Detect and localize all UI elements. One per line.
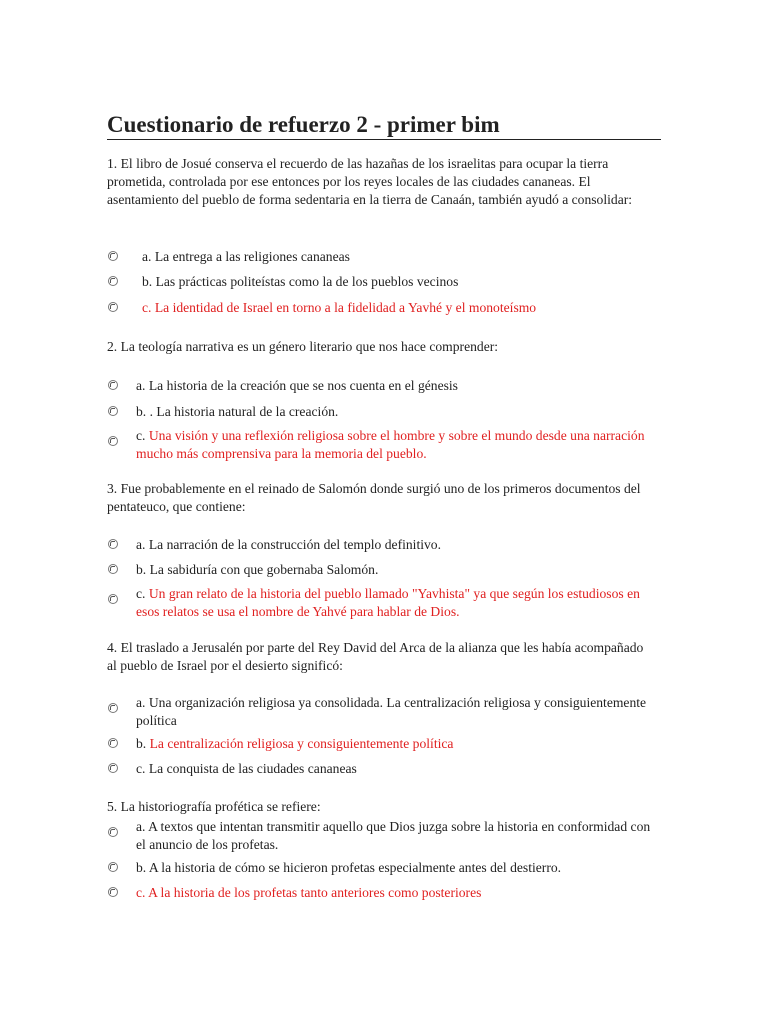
radio-button-icon[interactable] (108, 302, 118, 312)
radio-button-icon[interactable] (108, 763, 118, 773)
option-label: a. A textos que intentan transmitir aquello que Dios juzga sobre la historia en conformidad con el anuncio de los profetas. (136, 819, 651, 852)
option-label-correct: c. A la historia de los profetas tanto anteriores como posteriores (136, 885, 482, 900)
option-text: Un gran relato de la historia del pueblo llamado "Yavhista" ya que según los estudiosos en esos relatos se usa el nombre de Yahvé para hablar de Dios. (136, 586, 640, 619)
option-letter: b. (136, 736, 150, 751)
option-label: a. La entrega a las religiones cananeas (142, 249, 350, 264)
option-label: a. Una organización religiosa ya consolidada. La centralización religiosa y consiguientemente política (136, 695, 647, 728)
option-text: Una visión y una reflexión religiosa sobre el hombre y sobre el mundo desde una narración mucho más comprensiva para la memoria del pueblo. (136, 428, 645, 461)
radio-button-icon[interactable] (108, 594, 118, 604)
option-label: b. La sabiduría con que gobernaba Salomón. (136, 562, 379, 577)
option-label: c. La conquista de las ciudades cananeas (136, 761, 357, 776)
radio-button-icon[interactable] (108, 406, 118, 416)
option-label-correct (136, 427, 656, 463)
option-label-correct (136, 735, 656, 753)
option-label: b. . La historia natural de la creación. (136, 404, 339, 419)
radio-button-icon[interactable] (108, 436, 118, 446)
option-label: a. La historia de la creación que se nos cuenta en el génesis (136, 378, 458, 393)
radio-button-icon[interactable] (108, 380, 118, 390)
question-5-text: 5. La historiografía profética se refiere: (107, 799, 321, 814)
radio-button-icon[interactable] (108, 738, 118, 748)
question-3-text: 3. Fue probablemente en el reinado de Salomón donde surgió uno de los primeros documentos del pentateuco, que contiene: (107, 481, 641, 514)
option-label: b. A la historia de cómo se hicieron profetas especialmente antes del destierro. (136, 860, 562, 875)
option-letter: c. (136, 586, 149, 601)
radio-button-icon[interactable] (108, 251, 118, 261)
option-label: a. La narración de la construcción del templo definitivo. (136, 537, 441, 552)
radio-button-icon[interactable] (108, 887, 118, 897)
radio-button-icon[interactable] (108, 276, 118, 286)
radio-button-icon[interactable] (108, 827, 118, 837)
option-label-correct: c. La identidad de Israel en torno a la fidelidad a Yavhé y el monoteísmo (142, 300, 537, 315)
question-2-text: 2. La teología narrativa es un género literario que nos hace comprender: (107, 339, 499, 354)
option-label: b. Las prácticas politeístas como la de los pueblos vecinos (142, 274, 459, 289)
radio-button-icon[interactable] (108, 703, 118, 713)
radio-button-icon[interactable] (108, 564, 118, 574)
page-title: Cuestionario de refuerzo 2 - primer bim (107, 112, 661, 140)
question-1-text: 1. El libro de Josué conserva el recuerdo de las hazañas de los israelitas para ocupar la tierra prometida, controlada por ese entonces por los reyes locales de las ciudades cananeas. El asentamiento del pueblo de forma sedentaria en la tierra de Canaán, también ayudó a consolidar: (107, 156, 633, 207)
question-4-text: 4. El traslado a Jerusalén por parte del Rey David del Arca de la alianza que les había acompañado al pueblo de Israel por el desierto significó: (107, 640, 644, 673)
option-label-correct (136, 585, 656, 621)
option-letter: c. (136, 428, 149, 443)
radio-button-icon[interactable] (108, 862, 118, 872)
radio-button-icon[interactable] (108, 539, 118, 549)
option-text: La centralización religiosa y consiguientemente política (149, 736, 454, 751)
